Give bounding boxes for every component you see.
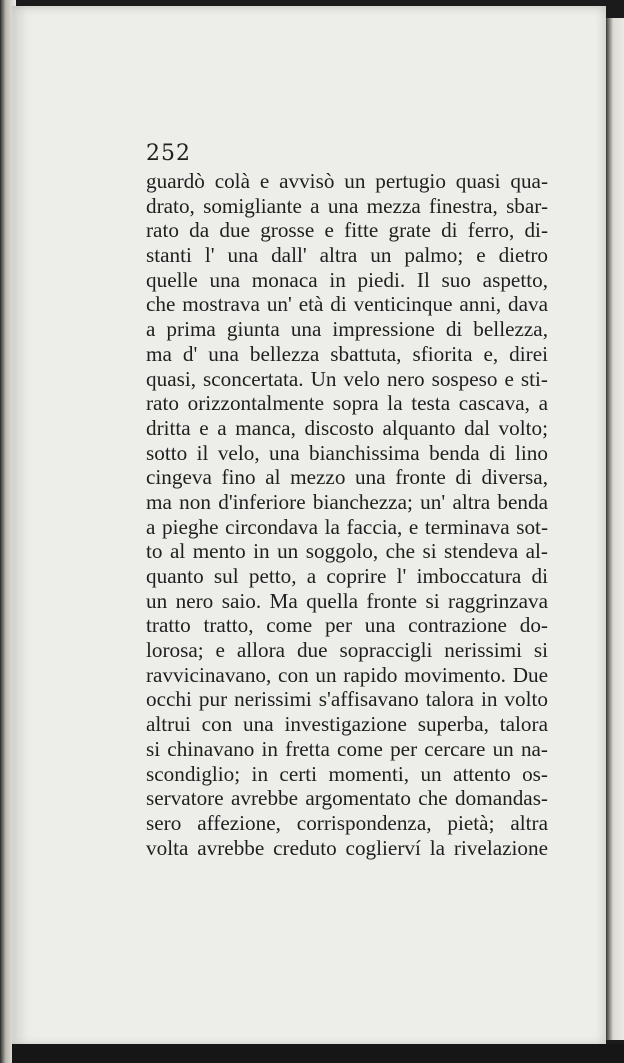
- text-line: to al mento in un soggolo, che si stendeva al-: [146, 539, 548, 564]
- text-line: lorosa; e allora due sopraccigli nerissimi si: [146, 638, 548, 663]
- text-line: rato orizzontalmente sopra la testa cascava, a: [146, 391, 548, 416]
- text-line: rato da due grosse e fitte grate di ferro, di-: [146, 218, 548, 243]
- text-line: occhi pur nerissimi s'affisavano talora in volto: [146, 687, 548, 712]
- text-line: ma d' una bellezza sbattuta, sfiorita e, direi: [146, 341, 548, 366]
- text-line: scondiglio; in certi momenti, un attento os-: [146, 761, 548, 786]
- text-line: tratto tratto, come per una contrazione do-: [146, 613, 548, 638]
- text-line: a prima giunta una impressione di bellezza,: [146, 317, 548, 342]
- text-line: guardò colà e avvisò un pertugio quasi qua-: [146, 169, 548, 193]
- text-line: stanti l' una dall' altra un palmo; e dietro: [146, 243, 548, 268]
- next-page-edge: [606, 18, 624, 1040]
- text-line: altrui con una investigazione superba, talora: [146, 712, 548, 737]
- text-line: dritta e a manca, discosto alquanto dal volto;: [146, 415, 548, 440]
- text-line: cingeva fino al mezzo una fronte di diversa,: [146, 465, 548, 490]
- text-line: quasi, sconcertata. Un velo nero sospeso e sti-: [146, 366, 548, 391]
- text-line: ma non d'inferiore bianchezza; un' altra benda: [146, 489, 548, 514]
- text-line: quelle una monaca in piedi. Il suo aspetto,: [146, 267, 548, 292]
- text-line: che mostrava un' età di venticinque anni, dava: [146, 292, 548, 317]
- text-line: servatore avrebbe argomentato che domandas-: [146, 786, 548, 811]
- text-line: a pieghe circondava la faccia, e terminava sot-: [146, 514, 548, 539]
- text-line: un nero saio. Ma quella fronte si raggrinzava: [146, 588, 548, 613]
- text-line: drato, somigliante a una mezza finestra, sbar-: [146, 193, 548, 218]
- bottom-shadow: [12, 1044, 624, 1063]
- page-number: 252: [146, 141, 191, 166]
- text-line: sero affezione, corrispondenza, pietà; altra: [146, 810, 548, 835]
- text-line: sotto il velo, una bianchissima benda di lino: [146, 440, 548, 465]
- text-line: si chinavano in fretta come per cercare un na-: [146, 736, 548, 761]
- text-line: volta avrebbe creduto coglierví la rivelazione: [146, 835, 548, 860]
- text-line: quanto sul petto, a coprire l' imboccatura di: [146, 564, 548, 588]
- body-text: [146, 169, 548, 860]
- text-line: ravvicinavano, con un rapido movimento. Due: [146, 662, 548, 687]
